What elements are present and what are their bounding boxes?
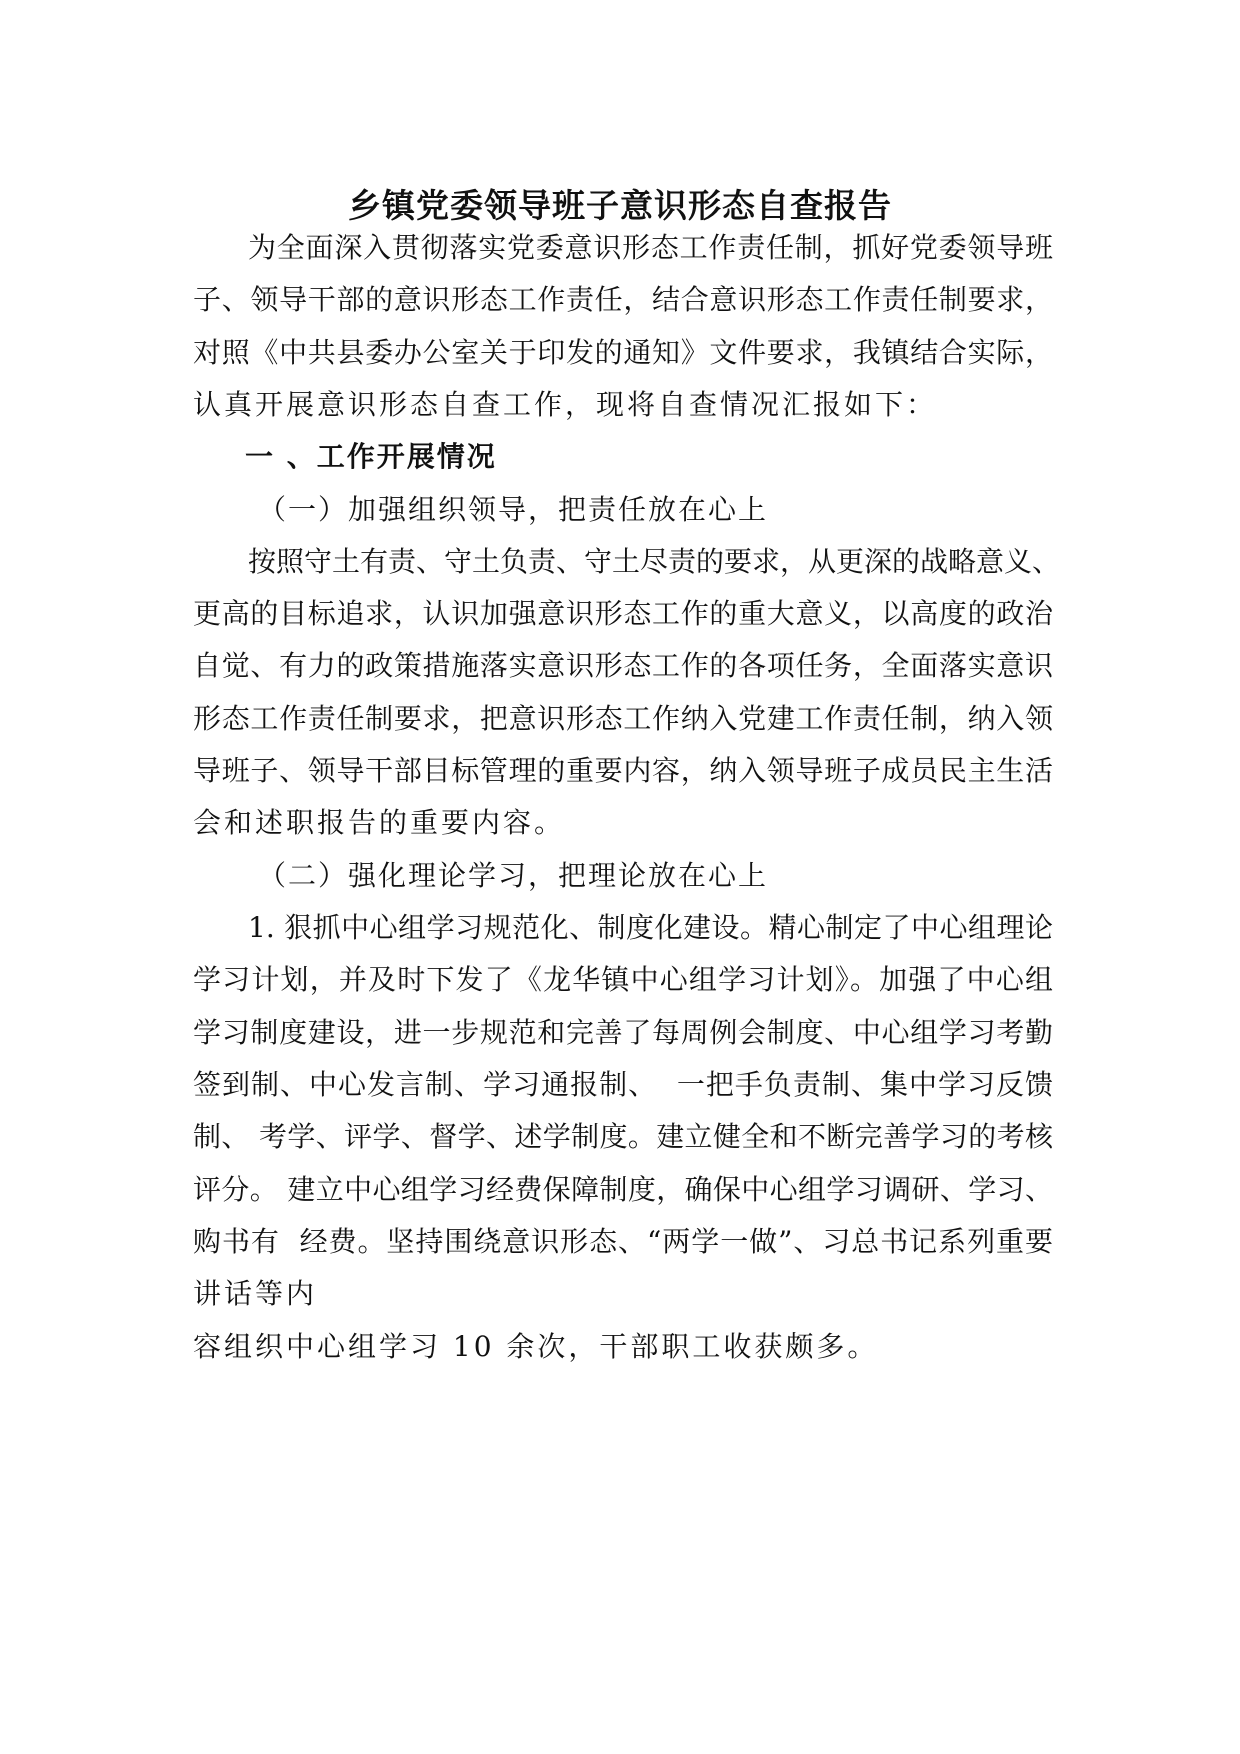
body-line: 讲话等内 <box>193 1277 318 1310</box>
intro-line: 对照《中共县委办公室关于印发的通知》文件要求，我镇结合实际， <box>193 336 1053 369</box>
intro-line: 子、领导干部的意识形态工作责任，结合意识形态工作责任制要求， <box>193 283 1053 316</box>
body-line: 更高的目标追求，认识加强意识形态工作的重大意义，以高度的政治 <box>193 597 1053 630</box>
intro-line: 认真开展意识形态自查工作，现将自查情况汇报如下： <box>193 388 938 421</box>
body-line: 1. 狠抓中心组学习规范化、制度化建设。精心制定了中心组理论 <box>248 911 1053 944</box>
body-line: 制、 考学、评学、督学、述学制度。建立健全和不断完善学习的考核 <box>193 1120 1053 1153</box>
body-line: 评分。 建立中心组学习经费保障制度，确保中心组学习调研、学习、 <box>193 1173 1053 1206</box>
body-line: 自觉、有力的政策措施落实意识形态工作的各项任务，全面落实意识 <box>193 649 1053 682</box>
body-line: 学习制度建设，进一步规范和完善了每周例会制度、中心组学习考勤 <box>193 1016 1053 1049</box>
subsection-heading: （二）强化理论学习，把理论放在心上 <box>258 859 769 892</box>
body-line: 容组织中心组学习 10 余次，干部职工收获颇多。 <box>193 1330 879 1363</box>
body-line: 学习计划，并及时下发了《龙华镇中心组学习计划》。加强了中心组 <box>193 963 1053 996</box>
body-line: 形态工作责任制要求，把意识形态工作纳入党建工作责任制，纳入领 <box>193 702 1053 735</box>
body-line: 签到制、中心发言制、学习通报制、 一把手负责制、集中学习反馈 <box>193 1068 1053 1101</box>
subsection-heading: （一）加强组织领导，把责任放在心上 <box>258 493 769 526</box>
body-line: 按照守土有责、守土负责、守土尽责的要求，从更深的战略意义、 <box>248 545 1061 578</box>
body-line: 购书有 经费。坚持围绕意识形态、“两学一做”、习总书记系列重要 <box>193 1225 1053 1258</box>
section-heading: 一 、工作开展情况 <box>245 440 497 473</box>
body-line: 会和述职报告的重要内容。 <box>193 806 566 839</box>
intro-line: 为全面深入贯彻落实党委意识形态工作责任制，抓好党委领导班 <box>248 231 1053 264</box>
document-title: 乡镇党委领导班子意识形态自查报告 <box>348 186 892 225</box>
body-line: 导班子、领导干部目标管理的重要内容，纳入领导班子成员民主生活 <box>193 754 1053 787</box>
